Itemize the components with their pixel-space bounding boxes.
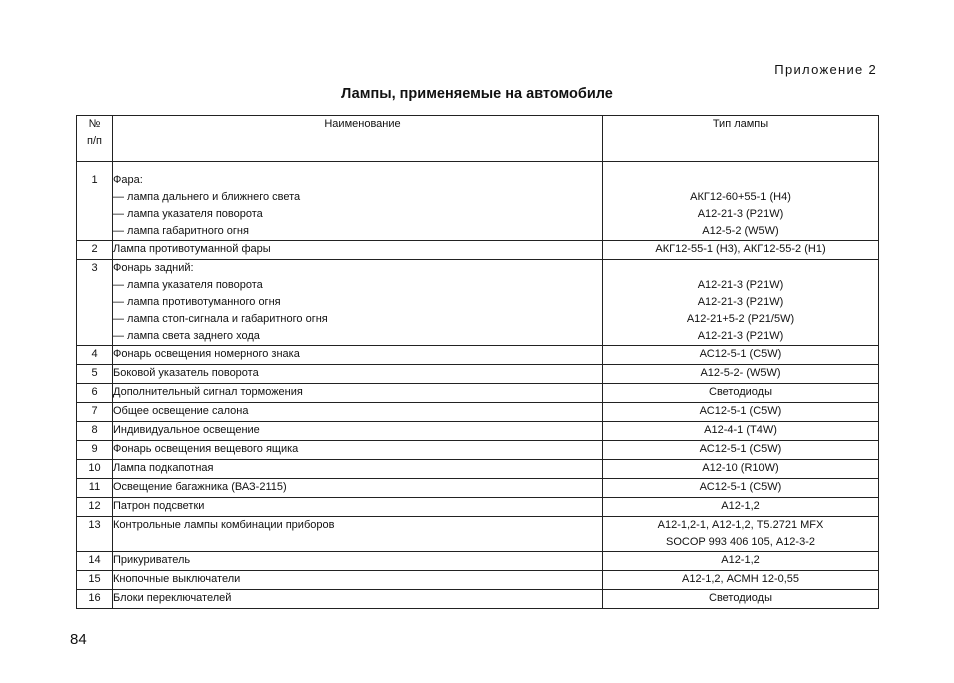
table-row xyxy=(77,571,879,590)
name-line: — лампа стоп-сигнала и габаритного огня xyxy=(113,313,328,325)
row-number: 13 xyxy=(77,517,113,552)
type-line: А12-10 (R10W) xyxy=(702,462,779,474)
row-number: 6 xyxy=(77,384,113,403)
row-lamp-type xyxy=(603,422,879,441)
row-lamp-type xyxy=(603,498,879,517)
name-line: Боковой указатель поворота xyxy=(113,367,259,379)
row-number: 9 xyxy=(77,441,113,460)
type-line: АКГ12-55-1 (Н3), АКГ12-55-2 (Н1) xyxy=(655,243,826,255)
name-line: — лампа габаритного огня xyxy=(113,225,249,237)
row-name xyxy=(113,590,603,609)
table-row xyxy=(77,552,879,571)
table-row xyxy=(77,460,879,479)
name-line: Лампа противотуманной фары xyxy=(113,243,271,255)
row-name xyxy=(113,346,603,365)
row-name xyxy=(113,162,603,241)
row-lamp-type xyxy=(603,384,879,403)
row-lamp-type xyxy=(603,571,879,590)
row-lamp-type xyxy=(603,260,879,346)
table-title: Лампы, применяемые на автомобиле xyxy=(341,86,613,102)
type-line: А12-4-1 (T4W) xyxy=(704,424,777,436)
name-line: Кнопочные выключатели xyxy=(113,573,241,585)
table-row xyxy=(77,384,879,403)
type-line: А12-21-3 (P21W) xyxy=(697,279,784,291)
row-name xyxy=(113,241,603,260)
row-lamp-type xyxy=(603,241,879,260)
row-number: 12 xyxy=(77,498,113,517)
name-line: Фара: xyxy=(113,174,143,186)
header-name: Наименование xyxy=(113,116,603,162)
row-number: 7 xyxy=(77,403,113,422)
table-row xyxy=(77,346,879,365)
row-lamp-type xyxy=(603,460,879,479)
appendix-label: Приложение 2 xyxy=(774,62,877,77)
type-line: А12-21-3 (P21W) xyxy=(697,330,784,342)
row-lamp-type xyxy=(603,479,879,498)
name-line: — лампа дальнего и ближнего света xyxy=(113,191,301,203)
type-line: SOCOP 993 406 105, А12-3-2 xyxy=(665,536,815,548)
type-line: АС12-5-1 (С5W) xyxy=(699,348,782,360)
row-number: 5 xyxy=(77,365,113,384)
type-line: АКГ12-60+55-1 (Н4) xyxy=(690,191,791,203)
row-name xyxy=(113,260,603,346)
name-line: Прикуриватель xyxy=(113,554,191,566)
table-row xyxy=(77,517,879,552)
row-name xyxy=(113,552,603,571)
name-line: Фонарь освещения номерного знака xyxy=(113,348,300,360)
page-number: 84 xyxy=(70,631,87,648)
row-lamp-type xyxy=(603,441,879,460)
row-number: 15 xyxy=(77,571,113,590)
row-name xyxy=(113,479,603,498)
row-name xyxy=(113,384,603,403)
table-row xyxy=(77,479,879,498)
name-line: Контрольные лампы комбинации приборов xyxy=(113,519,335,531)
row-name xyxy=(113,517,603,552)
type-line: Светодиоды xyxy=(709,386,772,398)
type-line: АС12-5-1 (С5W) xyxy=(699,405,782,417)
name-line: — лампа указателя поворота xyxy=(113,208,263,220)
type-line: А12-1,2 xyxy=(721,554,760,566)
table-row xyxy=(77,260,879,346)
row-number: 11 xyxy=(77,479,113,498)
row-lamp-type xyxy=(603,590,879,609)
name-line: Фонарь освещения вещевого ящика xyxy=(113,443,299,455)
row-lamp-type xyxy=(603,346,879,365)
name-line: — лампа света заднего хода xyxy=(113,330,260,342)
type-line: Светодиоды xyxy=(709,592,772,604)
row-lamp-type xyxy=(603,517,879,552)
row-name xyxy=(113,422,603,441)
row-lamp-type xyxy=(603,162,879,241)
name-line: — лампа указателя поворота xyxy=(113,279,263,291)
table-row xyxy=(77,403,879,422)
name-line: Индивидуальное освещение xyxy=(113,424,260,436)
row-number: 16 xyxy=(77,590,113,609)
table-row xyxy=(77,365,879,384)
row-lamp-type xyxy=(603,403,879,422)
name-line: Общее освещение салона xyxy=(113,405,249,417)
name-line: Фонарь задний: xyxy=(113,262,194,274)
table-body xyxy=(77,162,879,609)
row-name xyxy=(113,441,603,460)
type-line xyxy=(603,172,878,189)
row-number: 8 xyxy=(77,422,113,441)
name-line: — лампа противотуманного огня xyxy=(113,296,281,308)
lamps-table xyxy=(76,115,879,609)
row-number: 4 xyxy=(77,346,113,365)
type-line: А12-5-2- (W5W) xyxy=(700,367,781,379)
type-line: АС12-5-1 (С5W) xyxy=(699,443,782,455)
row-name xyxy=(113,571,603,590)
type-line: АС12-5-1 (С5W) xyxy=(699,481,782,493)
type-line: А12-1,2-1, А12-1,2, T5.2721 MFX xyxy=(657,519,824,531)
row-lamp-type xyxy=(603,552,879,571)
table-row xyxy=(77,441,879,460)
table-row xyxy=(77,498,879,517)
type-line: А12-5-2 (W5W) xyxy=(702,225,779,237)
type-line: А12-21-3 (P21W) xyxy=(697,208,784,220)
type-line: А12-21-3 (P21W) xyxy=(697,296,784,308)
type-line: А12-1,2 xyxy=(721,500,760,512)
table-row xyxy=(77,590,879,609)
row-name xyxy=(113,498,603,517)
row-number: 14 xyxy=(77,552,113,571)
row-lamp-type xyxy=(603,365,879,384)
type-line: А12-21+5-2 (P21/5W) xyxy=(686,313,795,325)
name-line: Лампа подкапотная xyxy=(113,462,214,474)
name-line: Патрон подсветки xyxy=(113,500,205,512)
type-line: А12-1,2, АСМН 12-0,55 xyxy=(681,573,800,585)
row-number: 10 xyxy=(77,460,113,479)
name-line: Блоки переключателей xyxy=(113,592,232,604)
header-type: Тип лампы xyxy=(603,116,879,162)
table-row xyxy=(77,241,879,260)
table-header-row xyxy=(77,116,879,162)
row-number: 2 xyxy=(77,241,113,260)
row-number: 1 xyxy=(77,162,113,241)
name-line: Дополнительный сигнал торможения xyxy=(113,386,303,398)
row-name xyxy=(113,460,603,479)
type-line xyxy=(603,260,878,277)
header-num: № п/п xyxy=(77,116,113,162)
row-name xyxy=(113,403,603,422)
name-line: Освещение багажника (ВАЗ-2115) xyxy=(113,481,287,493)
table-row xyxy=(77,422,879,441)
row-number: 3 xyxy=(77,260,113,346)
table-row xyxy=(77,162,879,241)
row-name xyxy=(113,365,603,384)
